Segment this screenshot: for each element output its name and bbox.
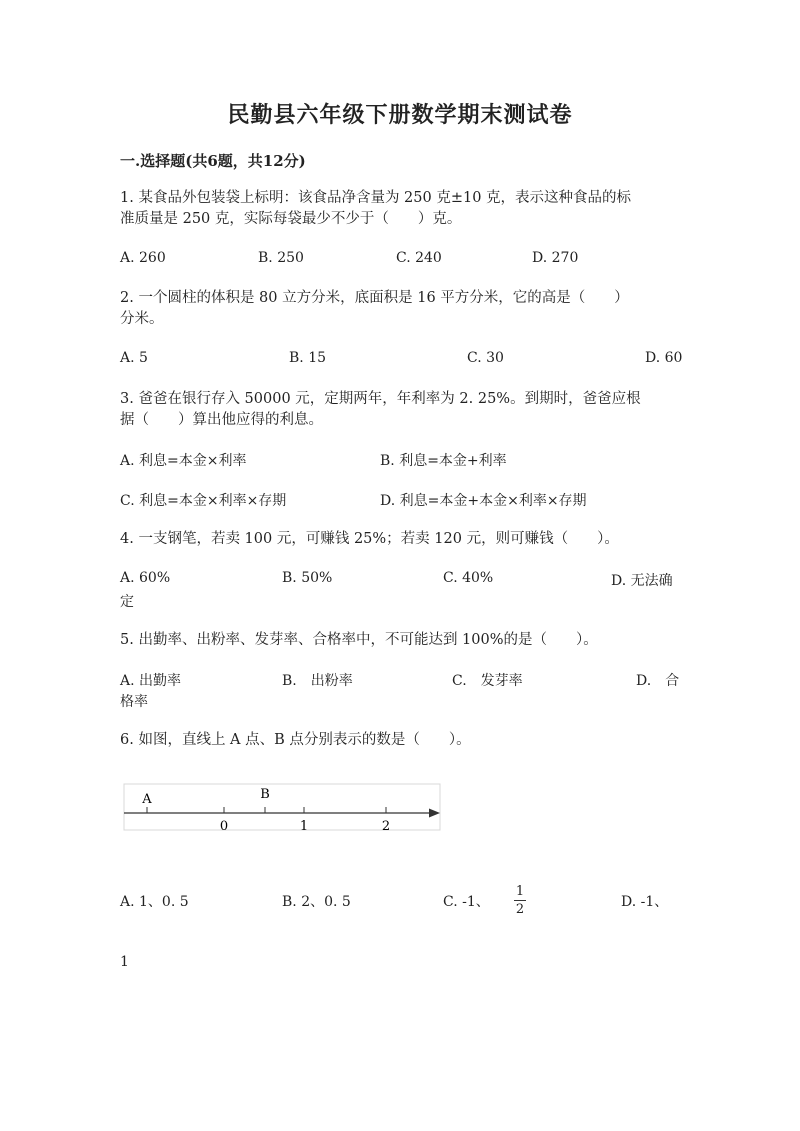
label-b: B xyxy=(260,787,270,802)
question-6-option-a: A. 1、0. 5 xyxy=(120,894,189,910)
question-6-option-c: C. -1、 xyxy=(443,894,490,910)
label-1: 1 xyxy=(299,819,309,834)
question-1-option-a: A. 260 xyxy=(120,250,166,266)
question-4-option-a: A. 60% xyxy=(120,570,171,586)
label-a: A xyxy=(142,792,152,807)
question-6-line-1: 6. 如图，直线上 A 点、B 点分别表示的数是（ ）。 xyxy=(120,732,471,748)
figure-frame xyxy=(124,784,440,830)
question-4-option-d-wrap: 定 xyxy=(120,594,134,610)
question-4-option-d: D. 无法确 xyxy=(611,573,673,589)
fraction-numerator: 1 xyxy=(515,884,525,899)
question-1-line-2: 准质量是 250 克，实际每袋最少不少于（ ）克。 xyxy=(120,211,462,227)
question-1-option-d: D. 270 xyxy=(532,250,579,266)
question-4-option-b: B. 50% xyxy=(282,570,333,586)
question-2-line-1: 2. 一个圆柱的体积是 80 立方分米，底面积是 16 平方分米，它的高是（ ） xyxy=(120,290,629,306)
question-2-option-b: B. 15 xyxy=(289,350,327,366)
question-2-option-c: C. 30 xyxy=(467,350,504,366)
question-5-option-a: A. 出勤率 xyxy=(120,673,182,689)
page-title: 民勤县六年级下册数学期末测试卷 xyxy=(227,102,573,128)
question-6-option-d: D. -1、 xyxy=(621,894,669,910)
fraction-bar xyxy=(514,900,526,901)
question-5-option-c: C. 发芽率 xyxy=(452,673,523,689)
label-0: 0 xyxy=(219,819,229,834)
question-5-option-d-wrap: 格率 xyxy=(120,694,148,710)
question-6-option-b: B. 2、0. 5 xyxy=(282,894,351,910)
question-5-line-1: 5. 出勤率、出粉率、发芽率、合格率中，不可能达到 100%的是（ ）。 xyxy=(120,632,598,648)
question-3-option-b: B. 利息=本金+利率 xyxy=(380,453,507,469)
question-6-option-d-wrap: 1 xyxy=(120,954,129,970)
label-2: 2 xyxy=(381,819,391,834)
question-5-option-d: D. 合 xyxy=(636,673,680,689)
number-line-arrow-icon xyxy=(429,809,440,818)
question-3-line-1: 3. 爸爸在银行存入 50000 元，定期两年，年利率为 2. 25%。到期时，爸爸应根 xyxy=(120,391,641,407)
question-3-line-2: 据（ ）算出他应得的利息。 xyxy=(120,412,323,428)
question-3-option-a: A. 利息=本金×利率 xyxy=(120,453,247,469)
question-5-option-b: B. 出粉率 xyxy=(282,673,353,689)
question-3-option-d: D. 利息=本金+本金×利率×存期 xyxy=(380,493,587,509)
number-line-figure xyxy=(120,780,445,840)
question-1-option-b: B. 250 xyxy=(258,250,304,266)
question-2-line-2: 分米。 xyxy=(120,311,164,327)
fraction-one-half xyxy=(514,884,526,917)
question-2-option-d: D. 60 xyxy=(645,350,683,366)
section-heading: 一.选择题(共6题，共12分) xyxy=(120,152,306,170)
question-3-option-c: C. 利息=本金×利率×存期 xyxy=(120,493,287,509)
fraction-denominator: 2 xyxy=(515,902,525,917)
question-2-option-a: A. 5 xyxy=(120,350,148,366)
question-4-option-c: C. 40% xyxy=(443,570,494,586)
question-1-line-1: 1. 某食品外包装袋上标明：该食品净含量为 250 克±10 克，表示这种食品的标 xyxy=(120,190,632,206)
question-1-option-c: C. 240 xyxy=(396,250,442,266)
question-4-line-1: 4. 一支钢笔，若卖 100 元，可赚钱 25%；若卖 120 元，则可赚钱（ ）。 xyxy=(120,531,619,547)
